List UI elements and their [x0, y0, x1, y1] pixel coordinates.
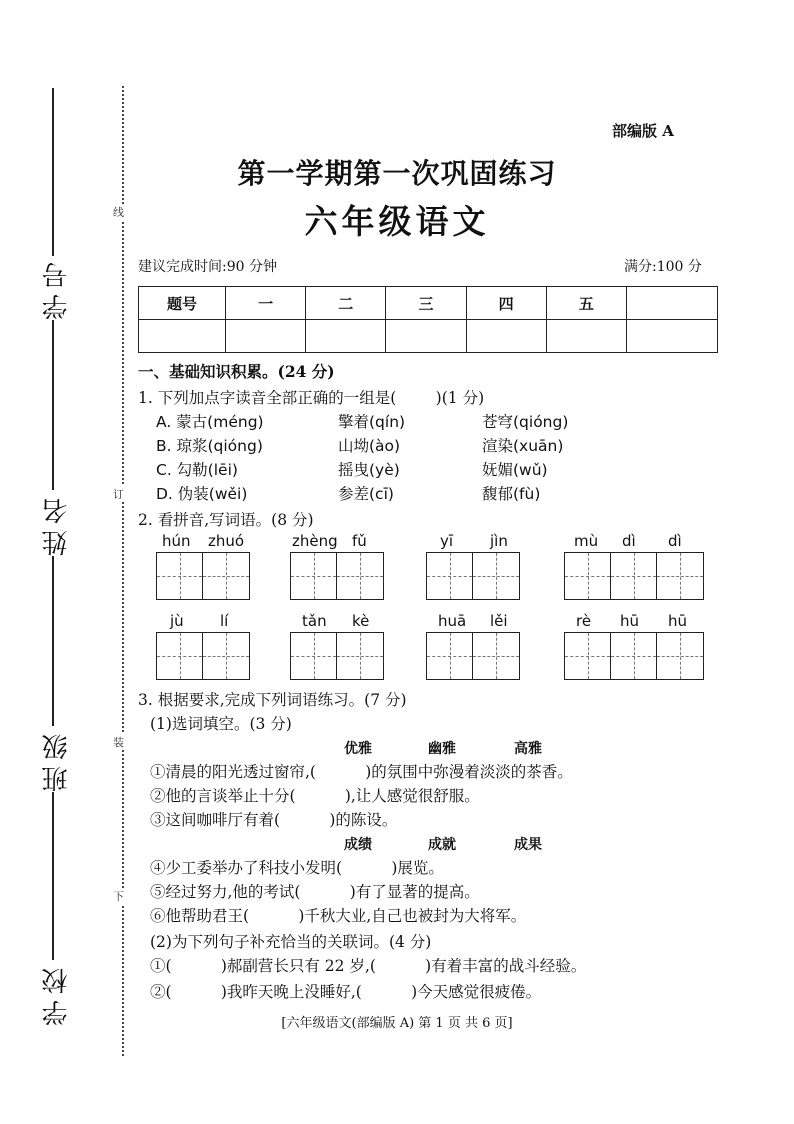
writing-cell[interactable]	[657, 633, 703, 679]
writing-grid[interactable]	[564, 552, 704, 600]
writing-grid[interactable]	[564, 632, 704, 680]
page-footer: [六年级语文(部编版 A) 第 1 页 共 6 页]	[281, 1016, 513, 1031]
writing-cell[interactable]	[427, 633, 473, 679]
writing-cell[interactable]	[203, 633, 249, 679]
word-choice: 高雅	[514, 741, 542, 757]
writing-cell[interactable]	[565, 633, 611, 679]
subject-title: 六年级语文	[304, 202, 490, 241]
writing-cell[interactable]	[157, 633, 203, 679]
fill-sentence: ③这间咖啡厅有着( )的陈设。	[150, 811, 398, 829]
option-b-word2: 山坳(ào)	[338, 437, 401, 455]
pinyin-text: jù	[170, 612, 184, 630]
fill-sentence: ②他的言谈举止十分( ),让人感觉很舒服。	[150, 787, 480, 805]
word-choice: 优雅	[344, 741, 372, 757]
pinyin-text: lí	[220, 612, 229, 630]
score-table	[138, 286, 718, 353]
name-line	[52, 320, 54, 490]
question-stem: 3. 根据要求,完成下列词语练习。(7 分)	[138, 691, 407, 709]
option-b-word3: 渲染(xuān)	[482, 437, 564, 455]
pinyin-text: hū	[668, 612, 688, 630]
pinyin-text: hún	[162, 532, 191, 550]
pinyin-text: huā	[438, 612, 467, 630]
score-cell[interactable]	[306, 320, 386, 353]
fill-sentence: ①清晨的阳光透过窗帘,( )的氛围中弥漫着淡淡的茶香。	[150, 763, 573, 781]
pinyin-text: dì	[668, 532, 682, 550]
word-choice: 幽雅	[428, 741, 456, 757]
pinyin-text: lěi	[490, 612, 508, 630]
class-label: 班级	[42, 728, 72, 792]
pinyin-text: zhuó	[208, 532, 245, 550]
option-a-word1: A. 蒙古(méng)	[156, 413, 264, 431]
writing-cell[interactable]	[565, 553, 611, 599]
writing-grid[interactable]	[156, 552, 250, 600]
suggested-time: 建议完成时间:90 分钟	[138, 259, 277, 275]
option-c-word2: 摇曳(yè)	[338, 461, 400, 479]
class-line	[52, 556, 54, 726]
pinyin-text: yī	[440, 532, 454, 550]
fill-sentence: ⑤经过努力,他的考试( )有了显著的提高。	[150, 883, 480, 901]
score-table-header-row	[139, 287, 718, 320]
pinyin-text: kè	[352, 612, 370, 630]
score-cell[interactable]	[226, 320, 306, 353]
pinyin-text: mù	[574, 532, 599, 550]
score-cell[interactable]	[466, 320, 546, 353]
writing-cell[interactable]	[157, 553, 203, 599]
pinyin-text: fǔ	[352, 532, 367, 550]
score-table-score-row	[139, 320, 718, 353]
question-stem: 2. 看拼音,写词语。(8 分)	[138, 511, 314, 529]
writing-cell[interactable]	[291, 553, 337, 599]
writing-cell[interactable]	[473, 553, 519, 599]
score-header-cell: 题号	[139, 287, 226, 320]
sub-question: (2)为下列句子补充恰当的关联词。(4 分)	[150, 933, 432, 951]
writing-cell[interactable]	[611, 553, 657, 599]
pinyin-text: jìn	[490, 532, 508, 550]
pinyin-text: tǎn	[302, 612, 327, 630]
writing-grid[interactable]	[426, 632, 520, 680]
question-stem: 1. 下列加点字读音全部正确的一组是( )(1 分)	[138, 389, 485, 407]
pinyin-text: hū	[620, 612, 640, 630]
writing-cell[interactable]	[291, 633, 337, 679]
writing-grid[interactable]	[156, 632, 250, 680]
option-a-word2: 擎着(qín)	[338, 413, 406, 431]
school-label: 学校	[42, 962, 72, 1026]
full-score: 满分:100 分	[624, 259, 702, 275]
cut-mark: 下	[113, 890, 124, 903]
sub-question: (1)选词填空。(3 分)	[150, 715, 292, 733]
score-cell[interactable]	[386, 320, 466, 353]
school-line	[52, 792, 54, 960]
option-b-word1: B. 琼浆(qióng)	[156, 437, 263, 455]
writing-grid[interactable]	[290, 552, 384, 600]
fill-sentence: ①( )郝副营长只有 22 岁,( )有着丰富的战斗经验。	[150, 957, 587, 975]
writing-cell[interactable]	[337, 553, 383, 599]
writing-cell[interactable]	[473, 633, 519, 679]
writing-grid[interactable]	[426, 552, 520, 600]
writing-grid[interactable]	[290, 632, 384, 680]
word-choice: 成就	[428, 837, 456, 853]
fill-sentence: ②( )我昨天晚上没睡好,( )今天感觉很疲倦。	[150, 983, 542, 1001]
name-label: 姓名	[42, 492, 72, 556]
section-title: 一、基础知识积累。(24 分)	[138, 362, 335, 381]
writing-cell[interactable]	[337, 633, 383, 679]
cut-mark: 线	[113, 206, 124, 219]
score-header-cell	[627, 287, 718, 320]
score-header-cell: 四	[466, 287, 546, 320]
exam-title: 第一学期第一次巩固练习	[237, 157, 557, 190]
score-header-cell: 五	[546, 287, 626, 320]
writing-cell[interactable]	[657, 553, 703, 599]
word-choice: 成绩	[344, 837, 372, 853]
option-a-word3: 苍穹(qióng)	[482, 413, 569, 431]
word-choice: 成果	[514, 837, 542, 853]
option-d-word3: 馥郁(fù)	[482, 485, 541, 503]
option-d-word1: D. 伪装(wěi)	[156, 485, 248, 503]
score-cell[interactable]	[546, 320, 626, 353]
option-d-word2: 参差(cī)	[338, 485, 394, 503]
pinyin-text: dì	[622, 532, 636, 550]
writing-cell[interactable]	[203, 553, 249, 599]
pinyin-text: zhèng	[292, 532, 338, 550]
cut-mark: 订	[113, 488, 124, 501]
fill-sentence: ④少工委举办了科技小发明( )展览。	[150, 859, 444, 877]
writing-cell[interactable]	[611, 633, 657, 679]
pinyin-text: rè	[576, 612, 592, 630]
edition-label: 部编版 A	[612, 122, 674, 140]
score-cell[interactable]	[627, 320, 718, 353]
fill-sentence: ⑥他帮助君王( )千秋大业,自己也被封为大将军。	[150, 907, 527, 925]
score-header-cell: 一	[226, 287, 306, 320]
writing-cell[interactable]	[427, 553, 473, 599]
option-c-word1: C. 勾勒(lēi)	[156, 461, 238, 479]
score-cell[interactable]	[139, 320, 226, 353]
cut-mark: 装	[113, 736, 124, 749]
student-id-label: 学号	[42, 256, 72, 320]
score-header-cell: 二	[306, 287, 386, 320]
option-c-word3: 妩媚(wǔ)	[482, 461, 548, 479]
score-header-cell: 三	[386, 287, 466, 320]
